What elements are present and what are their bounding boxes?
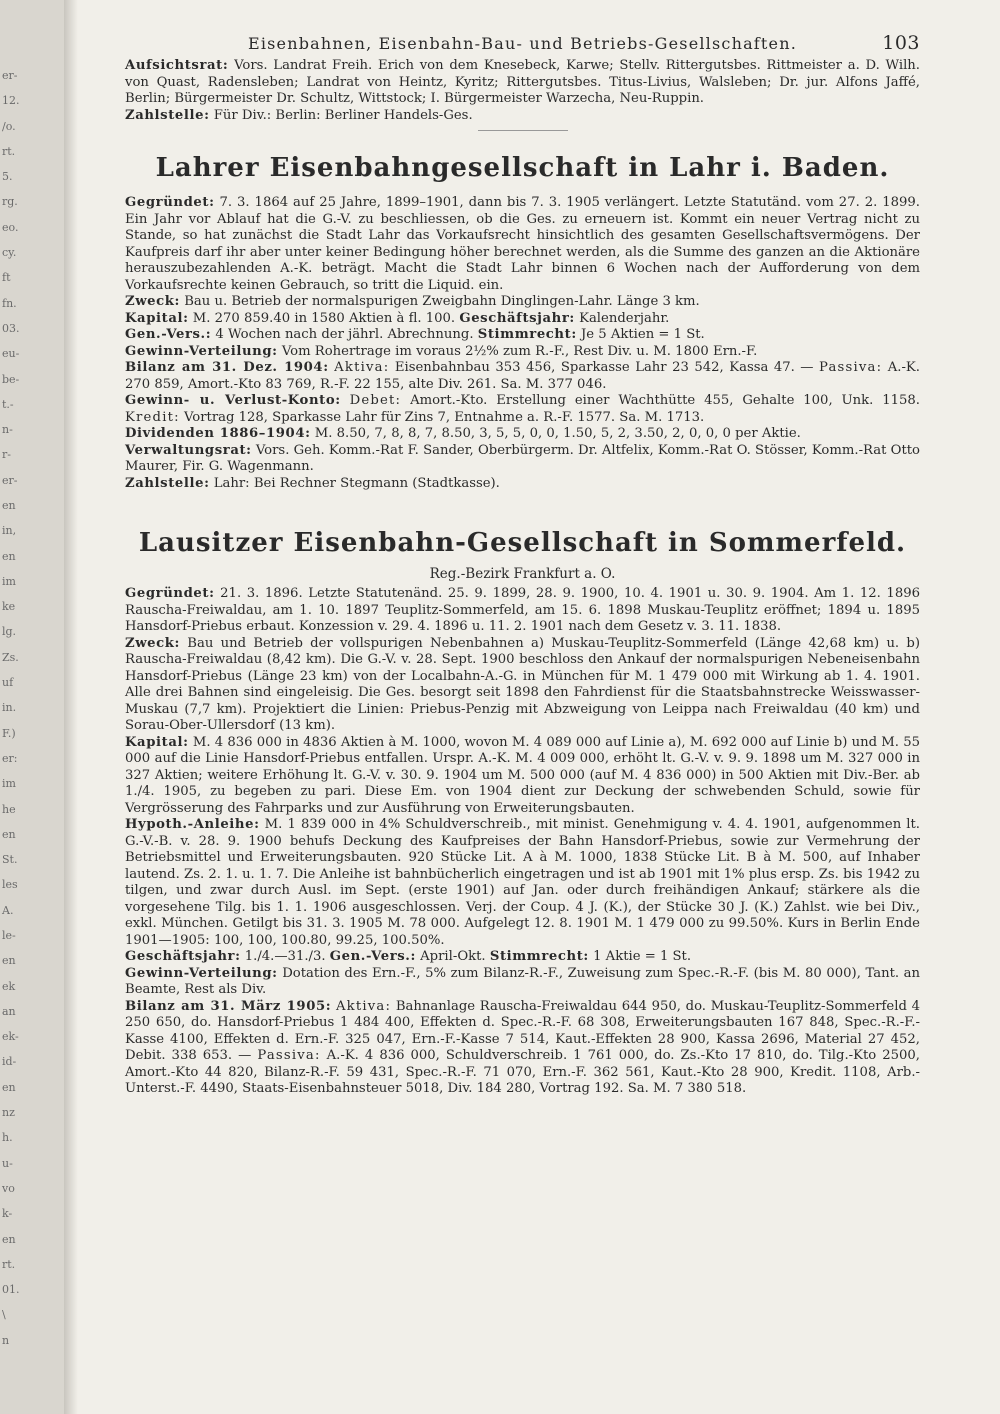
margin-fragment: in, <box>2 524 17 538</box>
margin-fragment: he <box>2 802 16 816</box>
lausitzer-geschaeftsjahr <box>125 949 920 966</box>
text: April-Okt. <box>420 949 486 964</box>
margin-fragment: ek- <box>2 1030 19 1044</box>
margin-fragment: F.) <box>2 726 16 740</box>
margin-fragment: er- <box>2 69 18 82</box>
margin-fragment: nz <box>2 1106 15 1120</box>
margin-fragment: eo. <box>2 220 19 234</box>
lausitzer-subtitle: Reg.-Bezirk Frankfurt a. O. <box>429 566 616 582</box>
label: Stimmrecht: <box>489 949 589 964</box>
text: 7. 3. 1864 auf 25 Jahre, 1899–1901, dann bis 7. 3. 1905 verlängert. Letzte Statutänd. vom 27. 2. 1899. Ein Jahr vor Ablauf hat die G.-V. zu beschliessen, ob die Ges. zu erneuern ist. Kommt ein neuer Vertrag nicht zu Stande, so hat zunächst die Stadt Lahr das Vorkaufsrecht hinsichtlich des gesamten Gesellschaftsvermögens. Der Kaufpreis darf ihr aber unter keiner Bedingung höher berechnet werden, als die Summe des ganzen an die Aktionäre herauszubezahlenden A.-K. beträgt. Macht die Stadt Lahr binnen 6 Wochen nach der Aufforderung von dem Vorkaufsrechte keinen Gebrauch, so tritt die Liquid. ein. <box>125 195 920 293</box>
section-divider <box>478 130 568 131</box>
text: Bau und Betrieb der vollspurigen Nebenbahnen a) Muskau-Teuplitz-Sommerfeld (Länge 42,68 km) u. b) Rauscha-Freiwaldau (8,42 km). Die G.-V. v. 28. Sept. 1900 beschloss den Ankauf der normalspurigen Nebeneisenbahn Hansdorf-Priebus (Länge 23 km) von der Localbahn-A.-G. in München für M. 1 479 000 mit Wirkung ab 1. 4. 1901. Alle drei Bahnen sind eingeleisig. Die Ges. besorgt seit 1898 den Fahrdienst für die Staatsbahnstrecke Weisswasser-Muskau (7,7 km). Projektiert die Linien: Priebus-Penzig mit Abzweigung von Leippa nach Freiwaldau (40 km) und Sorau-Ober-Ullersdorf (13 km). <box>125 635 920 733</box>
margin-fragment: n- <box>2 423 13 437</box>
label: Kapital: <box>125 734 189 750</box>
zahlstelle-label: Zahlstelle: <box>125 107 210 123</box>
margin-fragment: vo <box>2 1181 15 1195</box>
margin-fragment: rt. <box>2 1257 16 1271</box>
text: M. 4 836 000 in 4836 Aktien à M. 1000, wovon M. 4 089 000 auf Linie a), M. 692 000 auf Linie b) und M. 55 000 auf die Linie Hansdorf-Priebus entfallen. Urspr. A.-K. M. 4 009 000, erhöht lt. G.-V. v. 9. 9. 1898 um M. 327 000 in 327 Aktien; weitere Erhöhung lt. G.-V. v. 30. 9. 1904 um M. 500 000 (auf M. 4 836 000) in 500 Aktien mit Div.-Ber. ab 1./4. 1905, zu begeben zu pari. Diese Em. von 1904 dient zur Deckung der schwebenden Schuld, sowie für Vergrösserung des Fahrparks und zur Ausführung von Erweiterungsbauten. <box>125 734 921 816</box>
lausitzer-gegruendet <box>125 586 920 636</box>
margin-fragment: \ <box>2 1308 6 1322</box>
margin-fragment: ek <box>2 979 16 993</box>
margin-fragment: im <box>2 777 16 791</box>
label: Gewinn-Verteilung: <box>125 965 278 981</box>
text: Bahnanlage Rauscha-Freiwaldau 644 950, do. Muskau-Teuplitz-Sommerfeld 4 250 650, do. Hansdorf-Priebus 1 484 400, Effekten d. Spec.-R.-F. 68 308, Erweiterungsbauten 167 848, Spec.-R.-F.-Kasse 4100, Effekten d. Ern.-F. 325 047, Ern.-F.-Kasse 7 514, Kaut.-Effekten 28 900, Kassa 2696, Material 27 452, Debit. 338 653. — <box>125 998 920 1063</box>
margin-fragment: fn. <box>2 296 17 310</box>
margin-fragment: cy. <box>2 246 17 260</box>
lahrer-zahlstelle <box>125 476 920 493</box>
label: Debet: <box>349 393 402 408</box>
text: Dotation des Ern.-F., 5% zum Bilanz-R.-F., Zuweisung zum Spec.-R.-F. (bis M. 80 000), Tant. an Beamte, Rest als Div. <box>125 965 920 997</box>
margin-fragment: n <box>2 1333 10 1347</box>
margin-fragment: be- <box>2 372 20 386</box>
zahlstelle-text: Für Div.: Berlin: Berliner Handels-Ges. <box>213 107 473 123</box>
margin-fragment: er- <box>2 473 18 487</box>
margin-fragment: im <box>2 574 16 588</box>
lahrer-guv <box>125 393 920 426</box>
margin-fragment: rt. <box>2 144 16 158</box>
margin-fragment: /o. <box>2 119 16 133</box>
text: A.-K. 4 836 000, Schuldverschreib. 1 761 000, do. Zs.-Kto 17 810, do. Tilg.-Kto 2500, Amort.-Kto 44 820, Bilanz-R.-F. 59 431, Spec.-R.-F. 71 070, Ern.-F. 362 561, Kaut.-Kto 28 900, Kredit. 1108, Arb.-Unterst.-F. 4490, Staats-Eisenbahnsteuer 5018, Div. 184 280, Vortrag 192. Sa. M. 7 380 518. <box>125 1048 920 1096</box>
margin-fragment: 01. <box>2 1283 20 1297</box>
label: Passiva: <box>818 360 883 375</box>
margin-fragment: 12. <box>2 94 20 108</box>
margin-fragment: A. <box>2 903 14 917</box>
lausitzer-title: Lausitzer Eisenbahn-Gesellschaft in Sommerfeld. <box>138 528 907 558</box>
text: Kalenderjahr. <box>579 310 670 326</box>
label: Dividenden 1886–1904: <box>125 426 311 441</box>
label: Gewinn-Verteilung: <box>125 343 278 359</box>
lahrer-bilanz <box>125 360 920 393</box>
label: Zahlstelle: <box>125 475 210 491</box>
text: M. 1 839 000 in 4% Schuldverschreib., mit minist. Genehmigung v. 4. 4. 1901, aufgenommen lt. G.-V.-B. v. 28. 9. 1900 behufs Deckung des Kaufpreises der Bahn Hansdorf-Priebus, sowie zur Vermehrung der Betriebsmittel und Erweiterungsbauten. 920 Stücke Lit. A à M. 1000, 1838 Stücke Lit. B à M. 500, auf Inhaber lautend. Zs. 2. 1. u. 1. 7. Die Anleihe ist bahnbücherlich eingetragen und ist ab 1901 mit 1% plus ersp. Zs. bis 1942 zu tilgen, und zwar durch Ausl. im Sept. (erste 1901) auf Jan. oder durch freihändigen Ankauf; stärkere als die vorgesehene Tilg. bis 1. 1. 1906 ausgeschlossen. Verj. der Coup. 4 J. (K.), der Stücke 30 J. (K.) Zahlst. wie bei Div., exkl. München. Getilgt bis 31. 3. 1905 M. 78 000. Aufgelegt 12. 8. 1901 M. 1 479 000 zu 99.50%. Kurs in Berlin Ende 1901—1905: 100, 100, 100.80, 99.25, 100.50%. <box>125 817 920 948</box>
aufsichtsrat-text: Vors. Landrat Freih. Erich von dem Knesebeck, Karwe; Stellv. Rittergutsbes. Rittmeister a. D. Wilh. von Quast, Radensleben; Landrat von Heintz, Kyritz; Rittergutsbes. Titus-Livius, Walsleben; Dr. jur. Alfons Jaffé, Berlin; Bürgermeister Dr. Schultz, Wittstock; I. Bürgermeister Warzecha, Neu-Ruppin. <box>125 58 920 106</box>
text: 1 Aktie = 1 St. <box>593 949 692 964</box>
margin-fragment: 5. <box>2 170 13 184</box>
margin-fragment: ke <box>2 600 16 614</box>
zahlstelle-paragraph <box>125 108 920 125</box>
margin-fragment: en <box>2 954 16 968</box>
text: Amort.-Kto. Erstellung einer Wachthütte 455, Gehalte 100, Unk. 1158. <box>410 393 920 408</box>
label: Bilanz am 31. März 1905: <box>125 998 332 1014</box>
margin-fragment: en <box>2 1232 16 1246</box>
margin-fragment: 03. <box>2 321 20 335</box>
margin-fragment: k- <box>2 1207 13 1221</box>
running-title: Eisenbahnen, Eisenbahn-Bau- und Betriebs-Gesellschaften. <box>247 34 798 53</box>
label: Kapital: <box>125 310 189 326</box>
label: Verwaltungsrat: <box>125 442 252 458</box>
label: Bilanz am 31. Dez. 1904: <box>125 360 329 375</box>
margin-fragment: St. <box>2 853 18 867</box>
margin-fragment: t.- <box>2 397 14 411</box>
lahrer-kapital <box>125 311 920 328</box>
text: A.-K. 270 859, Amort.-Kto 83 769, R.-F. 22 155, alte Div. 261. Sa. M. 377 046. <box>125 360 920 392</box>
text: M. 270 859.40 in 1580 Aktien à fl. 100. <box>192 310 456 326</box>
margin-fragment: eu- <box>2 347 20 361</box>
text: Vors. Geh. Komm.-Rat F. Sander, Oberbürgerm. Dr. Altfelix, Komm.-Rat O. Stösser, Komm.-Rat Otto Maurer, Fir. G. Wagenmann. <box>125 442 920 474</box>
aufsichtsrat-label: Aufsichtsrat: <box>125 58 229 73</box>
margin-fragment: rg. <box>2 195 18 209</box>
text: 4 Wochen nach der jährl. Abrechnung. <box>215 327 474 342</box>
lahrer-gegruendet <box>125 195 920 294</box>
text: M. 8.50, 7, 8, 8, 7, 8.50, 3, 5, 5, 0, 0, 1.50, 5, 2, 3.50, 2, 0, 0, 0 per Aktie. <box>314 426 801 441</box>
text: 21. 3. 1896. Letzte Statutenänd. 25. 9. 1899, 28. 9. 1900, 10. 4. 1901 u. 30. 9. 1904. Am 1. 12. 1896 Rauscha-Freiwaldau, am 1. 10. 1897 Teuplitz-Sommerfeld, am 15. 6. 1898 Muskau-Teuplitz eröffnet; 1894 u. 1895 Hansdorf-Priebus erbaut. Konzession v. 29. 4. 1896 u. 11. 2. 1901 nach dem Gesetz v. 3. 11. 1838. <box>125 586 920 634</box>
text: Vom Rohertrage im voraus 2½% zum R.-F., Rest Div. u. M. 1800 Ern.-F. <box>281 343 758 359</box>
page-number: 103 <box>882 32 920 54</box>
label: Gen.-Vers.: <box>329 949 416 964</box>
label: Kredit: <box>125 409 180 425</box>
label: Zweck: <box>125 294 181 309</box>
margin-fragment: en <box>2 549 16 563</box>
lausitzer-zweck <box>125 636 920 735</box>
margin-fragment: en <box>2 499 16 512</box>
margin-fragment: h. <box>2 1131 13 1145</box>
label: Hypoth.-Anleihe: <box>125 817 260 832</box>
lausitzer-kapital <box>125 735 920 818</box>
margin-fragment: id- <box>2 1055 17 1069</box>
margin-fragment: an <box>2 1004 16 1018</box>
margin-fragment: le- <box>2 929 16 942</box>
lahrer-zweck <box>125 294 920 311</box>
text: Vortrag 128, Sparkasse Lahr für Zins 7, Entnahme a. R.-F. 1577. Sa. M. 1713. <box>183 409 705 425</box>
text: Bau u. Betrieb der normalspurigen Zweigbahn Dinglingen-Lahr. Länge 3 km. <box>184 294 700 309</box>
margin-fragment: u- <box>2 1156 13 1170</box>
lausitzer-hypothek <box>125 817 920 949</box>
aufsichtsrat-paragraph <box>125 58 920 108</box>
spacer <box>125 492 920 528</box>
lahrer-gewinn <box>125 344 920 361</box>
text: Eisenbahnbau 353 456, Sparkasse Lahr 23 542, Kassa 47. — <box>394 360 814 375</box>
margin-fragment: in. <box>2 701 17 715</box>
margin-fragment: ft <box>2 271 11 285</box>
label: Geschäftsjahr: <box>459 310 575 326</box>
lahrer-verwaltungsrat <box>125 443 920 476</box>
margin-fragment: en <box>2 827 16 841</box>
margin-fragment: r- <box>2 448 11 462</box>
lahrer-genvers <box>125 327 920 344</box>
text: Lahr: Bei Rechner Stegmann (Stadtkasse). <box>213 475 500 491</box>
lausitzer-bilanz <box>125 999 920 1098</box>
label: Gegründet: <box>125 586 215 601</box>
lahrer-title: Lahrer Eisenbahngesellschaft in Lahr i. Baden. <box>155 153 890 183</box>
text: 1./4.—31./3. <box>244 949 326 964</box>
margin-fragment: Zs. <box>2 650 19 664</box>
label: Stimmrecht: <box>477 327 577 342</box>
label: Aktiva: <box>334 360 390 375</box>
lausitzer-gewinn <box>125 966 920 999</box>
page-header <box>125 30 920 58</box>
margin-fragment: en <box>2 1080 16 1094</box>
label: Aktiva: <box>335 998 392 1014</box>
margin-fragment: er: <box>2 751 18 765</box>
label: Geschäftsjahr: <box>125 949 241 964</box>
margin-fragment: les <box>2 878 18 892</box>
label: Zweck: <box>125 635 181 651</box>
page-content <box>125 30 920 1098</box>
margin-fragment: uf <box>2 676 14 690</box>
margin-fragment: lg. <box>2 625 17 639</box>
label: Gegründet: <box>125 195 215 210</box>
text: Je 5 Aktien = 1 St. <box>581 327 705 342</box>
label: Gewinn- u. Verlust-Konto: <box>125 393 341 408</box>
gutter-shadow <box>64 0 78 1414</box>
label: Passiva: <box>257 1048 321 1063</box>
label: Gen.-Vers.: <box>125 327 212 342</box>
lahrer-dividenden <box>125 426 920 443</box>
